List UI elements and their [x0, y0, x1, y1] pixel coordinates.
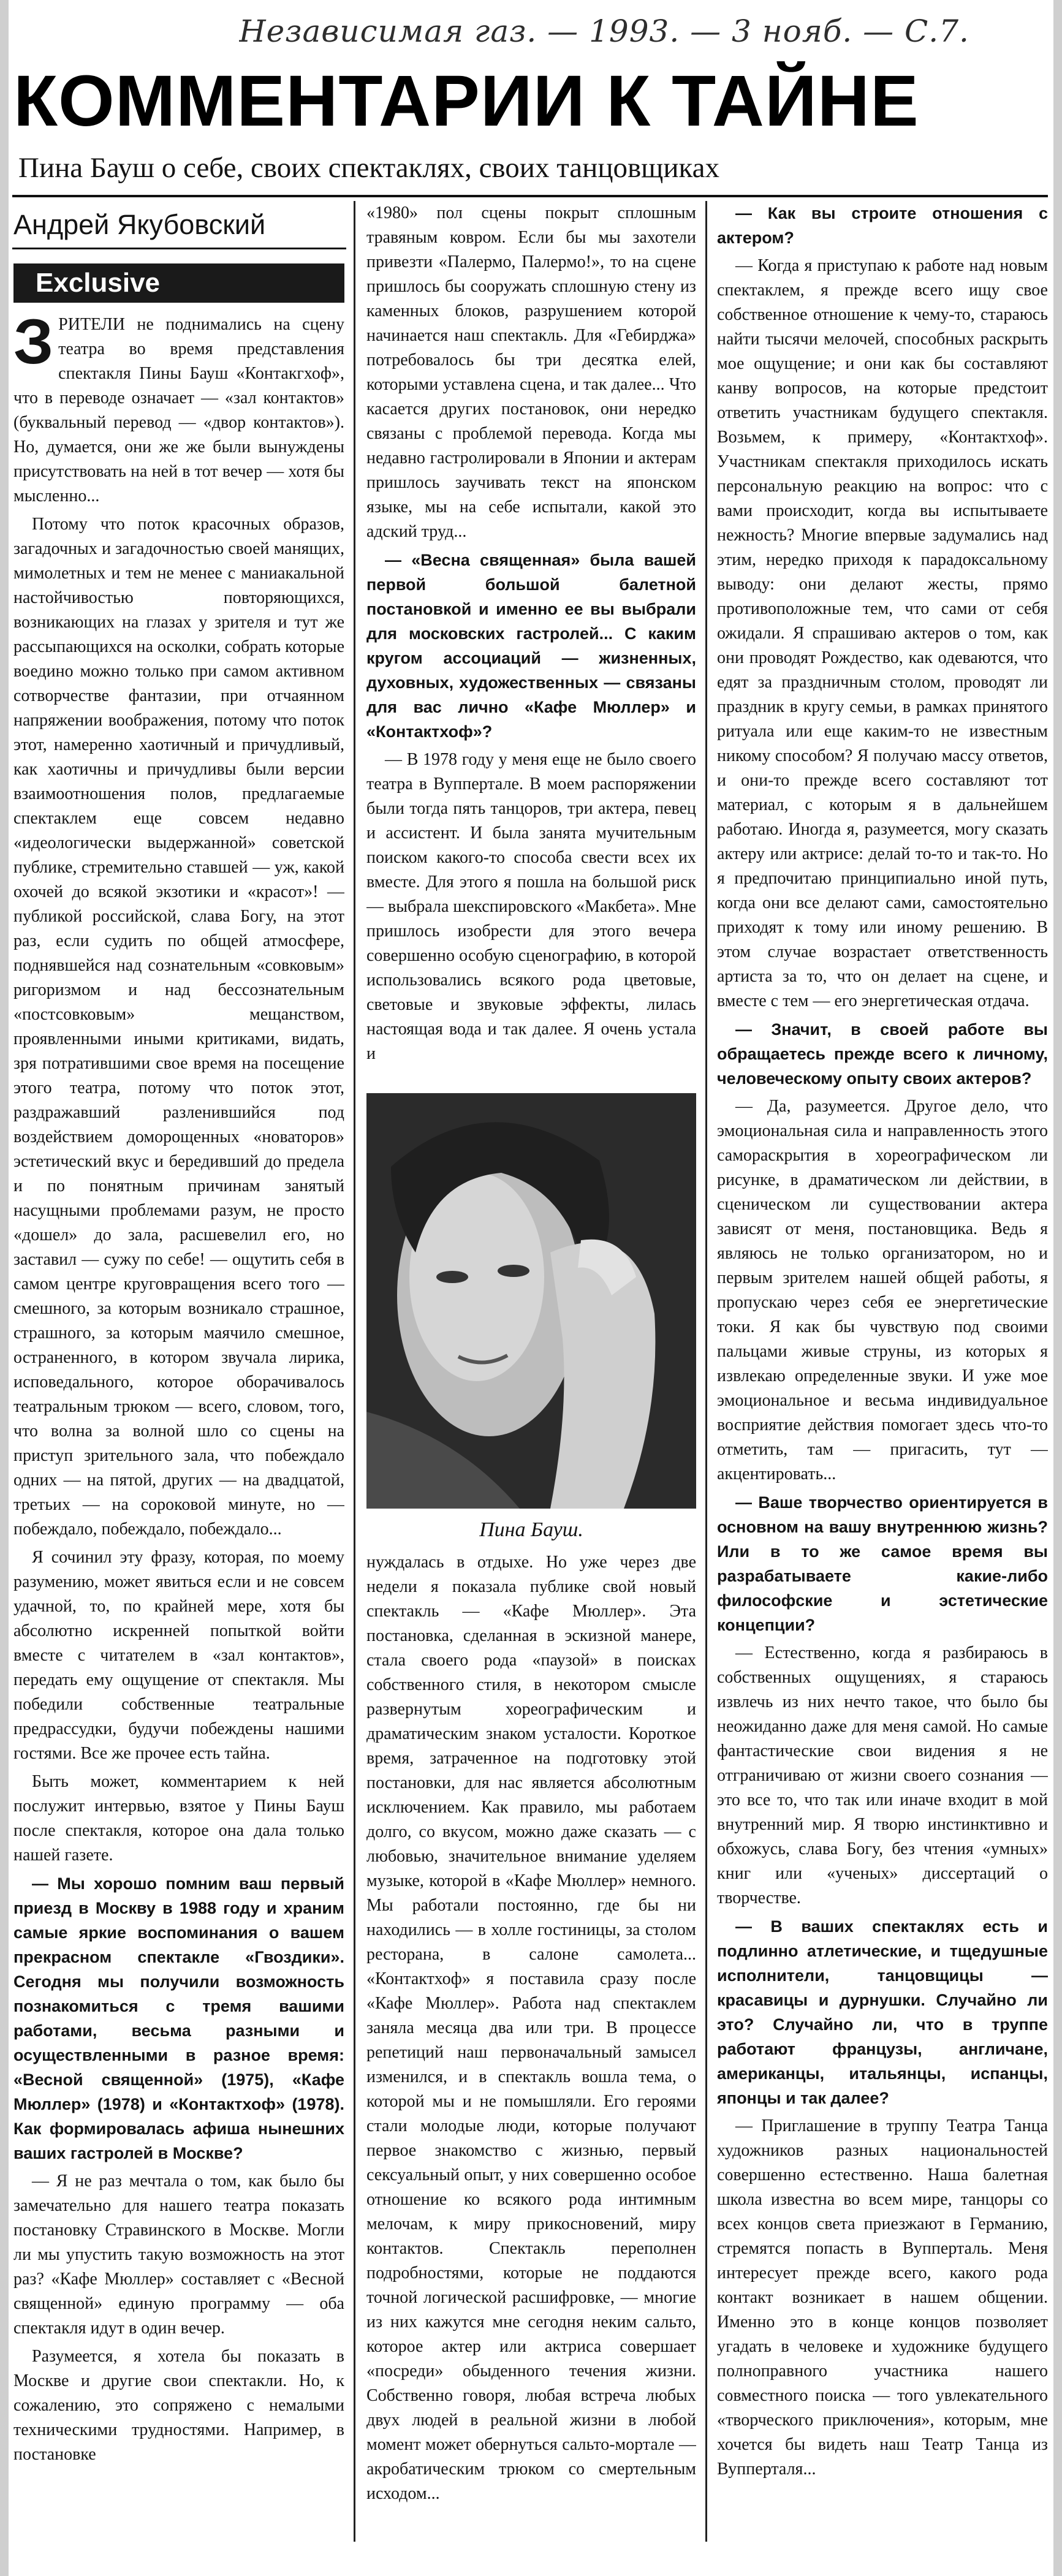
interview-question: — «Весна священная» была вашей первой большой балетной постановкой и именно ее вы выбрали для московских гастролей... С каким кругом ассоциаций — жизненных, духовных, художественных — связаны для вас лично «Кафе Мюллер» и «Контактхоф»? — [366, 551, 696, 741]
paragraph: Потому что поток красочных образов, загадочных и загадочностью своей манящих, мимолетных и тем не менее с маниакальной настойчивостью повторяющихся, возникающих на глазах у зрителя и тут же рассыпающихся на осколки, собрать которые воедино можно только при самом активном сотворчестве фантазии, при отчаянном напряжении воображения, потому что поток этот, намеренно хаотичный и причудливый, как хаотичны и причудливы были версии взаимоотношения полов, предлагаемые спектаклем еще совсем недавно «идеологически выдержанной» советской публике, стремительно ставшей — уж, какой охочей до всякой экзотики и «красот»! — публикой российской, слава Богу, на этот раз, если судить по общей атмосфере, поднявшейся над сознательным «совковым» ригоризмом и над бессознательным «постсовковым» мещанством, проявленными иными критиками, видать, зря потратившими свое время на посещение этого театра, потому что поток этот, раздражавший разленившийся под воздействием доморощенных «новаторов» эстетический вкус и бередивший до предела и по понятным причинам занятый насущными проблемами разум, не просто «дошел» до зала, расшевелил его, но заставил — сужу по себе! — ощутить себя в самом центре круговращения всего того — смешного, за которым возникало страшное, страшного, за которым маячило смешное, остраненного, в котором звучала лирика, исповедального, которое оборачивалось театральным трюком — всего, словом, того, что волна за волной шло со сцены на приступ зрительного зала, что побеждало одних — на пятой, других — на двадцатой, третьих — на сороковой минуте, но — побеждало, побеждало, побеждало... — [13, 515, 344, 1539]
handwritten-source-note: Независимая газ. — 1993. — 3 нояб. — С.7. — [239, 13, 969, 49]
column-2-top — [366, 201, 696, 1087]
paragraph: — Я не раз мечтала о том, как было бы замечательно для нашего театра показать постановку Стравинского в Москве. Могли ли мы упустить такую возможность на этот раз? «Кафе Мюллер» составляет с «Весной священной» единую программу — оба спектакля идут в один вечер. — [13, 2172, 344, 2338]
article-headline: КОММЕНТАРИИ К ТАЙНЕ — [13, 61, 919, 141]
portrait-photo — [366, 1093, 696, 1509]
interview-question: — Ваше творчество ориентируется в основном на вашу внутреннюю жизнь? Или в то же самое время вы разрабатываете какие-либо философские и эстетические концепции? — [717, 1493, 1048, 1634]
paragraph: Разумеется, я хотела бы показать в Москве и другие свои спектакли. Но, к сожалению, это сопряжено с немалыми техническими трудностями. Например, в постановке — [13, 2347, 344, 2464]
column-1 — [13, 313, 344, 2555]
paragraph: Быть может, комментарием к ней послужит интервью, взятое у Пины Бауш после спектакля, которое она дала только нашей газете. — [13, 1772, 344, 1865]
paragraph: — Приглашение в труппу Театра Танца художников разных национальностей совершенно естественно. Наша балетная школа известна во всем мире, танцоры со всех концов света приезжают в Германию, стремятся попасть в Вупперталь. Меня интересует прежде всего, какого рода контакт возникает в нашем общении. Именно это в конце концов позволяет угадать в человеке и художнике будущего полноправного участника нашего совместного поиска — того увлекательного «творческого приключения», которым, мне хочется бы видеть наш Театр Танца из Вупперталя... — [717, 2116, 1048, 2479]
photo-caption: Пина Бауш. — [479, 1518, 583, 1541]
header-rule — [12, 195, 1048, 197]
portrait-illustration — [366, 1093, 696, 1509]
paragraph: нуждалась в отдыхе. Но уже через две недели я показала публике свой новый спектакль — «Кафе Мюллер». Эта постановка, сделанная в эскизной манере, стала своего рода «паузой» в поисках собственного стиля, в некотором смысле развернутым хореографическим и драматическим знаком усталости. Короткое время, затраченное на подготовку этой постановки, для нас является абсолютным исключением. Как правило, мы работаем долго, со вкусом, можно даже сказать — с любовью, значительное внимание уделяем музыке, которой в «Кафе Мюллер» немного. Мы работали постоянно, где бы ни находились — в холле гостиницы, за столом ресторана, в салоне самолета... «Контактхоф» я поставила сразу после «Кафе Мюллер». Работа над спектаклем заняла месяца два или три. В процессе репетиций наш первоначальный замысел изменился, и в спектакль вошла тема, о которой мы и не помышляли. Его героями стали молодые люди, которые получают первое знакомство с жизнью, первый сексуальный опыт, у них совершенно особое отношение ко всякого рода интимным мелочам, к миру прикосновений, миру контактов. Спектакль переполнен подробностями, которые не поддаются точной логической расшифровке, — многие из них кажутся мне сегодня неким сальто, которое актер или актриса совершает «посреди» обыденного течения жизни. Собственно говоря, любая встреча любых двух людей в реальной жизни в любой момент может обернуться сальто-мортале — акробатическим трюком со смертельным исходом... — [366, 1553, 696, 2503]
rubric-badge: Exclusive — [13, 263, 344, 303]
author-byline: Андрей Якубовский — [13, 209, 266, 240]
paragraph: — В 1978 году у меня еще не было своего театра в Вуппертале. В моем распоряжении были тогда пять танцоров, три актера, певец и ассистент. И была занята мучительным поиском какого-то способа свести всех их вместе. Для этого я пошла на большой риск — выбрала шекспировского «Макбета». Мне пришлось изобрести для этого вечера совершенно особую сценографию, в которой использовались всякого рода цветовые, световые и звуковые эффекты, лилась настоящая вода и так далее. Я очень устала и — [366, 750, 696, 1063]
column-divider-2 — [705, 201, 707, 2542]
column-2-bottom — [366, 1550, 696, 2555]
column-divider-1 — [354, 201, 355, 2542]
byline-rule — [12, 248, 346, 249]
scan-edge-right — [1053, 0, 1062, 2576]
lead-paragraph: ЗРИТЕЛИ не поднимались на сцену театра во время представления спектакля Пины Бауш «Контакгхоф», что в переводе означает — «зал контактов» (буквальный перевод — «двор контактов»). Но, думается, они же же были вынуждены присутствовать на ней в тот вечер — хотя бы мысленно... — [13, 313, 344, 506]
interview-question: — Значит, в своей работе вы обращаетесь прежде всего к личному, человеческому опыту своих актеров? — [717, 1020, 1048, 1088]
paragraph: — Да, разумеется. Другое дело, что эмоциональная сила и направленность этого самораскрытия в хореографическом ли рисунке, в драматическом ли действии, в сценическом ли существовании актера зависят от меня, постановщика. Ведь я являюсь не только организатором, но и первым зрителем нашей общей работы, я пропускаю через себя ее энергетические токи. Я как бы чувствую под своими пальцами живые струны, из которых я извлекаю определенные звуки. И уже мое эмоциональное и весьма индивидуальное восприятие действия помогает здесь что-то отметить, там — пригасить, тут — акцентировать... — [717, 1097, 1048, 1483]
drop-cap: З — [13, 313, 54, 377]
paragraph: — Когда я приступаю к работе над новым спектаклем, я прежде всего ищу свое собственное отношение к чему-то, стараюсь найти тысячи мелочей, способных раскрыть мое ощущение; и они как бы составляют канву вопросов, на которые предстоит ответить участникам будущего спектакля. Возьмем, к примеру, «Контактхоф». Участникам спектакля приходилось искать персональную реакцию на вопрос: что с вами происходит, когда вы испытываете нежность? Многие впервые задумались над этим, нередко приходя к парадоксальному выводу: они делают жесты, прямо противоположные тем, что сами от себя ожидали. Я спрашиваю актеров о том, как они проводят Рождество, как одеваются, что едят за праздничным столом, проводят ли праздник в кругу семьи, в рамках принятого ритуала или еще каким-то не известным никому способом? Я получаю массу ответов, и они-то прежде всего составляют тот материал, с которым я в дальнейшем работаю. Иногда я, разумеется, могу сказать актеру или актрисе: делай то-то и так-то. Но я предпочитаю принципиально иной путь, когда они все делают сами, самостоятельно приходят к тому или иному решению. В этом случае возрастает ответственность артиста за то, что он делает на сцене, и вместе с тем — его энергетическая отдача. — [717, 256, 1048, 1010]
paragraph: Я сочинил эту фразу, которая, по моему разумению, может явиться если и не совсем удачной, то, по крайней мере, хотя бы абсолютно искренней попыткой войти вместе с читателем в «зал контактов», передать ему ощущение от спектакля. Мы победили собственные театральные предрассудки, будучи побеждены нашими гостями. Все же прочее есть тайна. — [13, 1548, 344, 1763]
interview-question: — Как вы строите отношения с актером? — [717, 204, 1048, 247]
paragraph: — Естественно, когда я разбираюсь в собственных ощущениях, я стараюсь извлечь из них нечто такое, что было бы неожиданно даже для меня самой. Но самые фантастические свои видения я не отграничиваю от жизни своего сознания — это все то, что так или иначе входит в мой внутренний мир. Я творю инстинктивно и обхожусь, слава Богу, без чтения «умных» книг или «ученых» диссертаций о творчестве. — [717, 1643, 1048, 1907]
column-3 — [717, 201, 1048, 2554]
interview-question: — В ваших спектаклях есть и подлинно атлетические, и тщедушные исполнители, танцовщицы — красавицы и дурнушки. Случайно ли это? Случайно ли, что в труппе работают французы, англичане, американцы, итальянцы, испанцы, японцы и так далее? — [717, 1917, 1048, 2107]
article-subtitle: Пина Бауш о себе, своих спектаклях, своих танцовщиках — [18, 152, 719, 184]
interview-question: — Мы хорошо помним ваш первый приезд в Москву в 1988 году и храним самые яркие воспоминания о вашем прекрасном спектакле «Гвоздики». Сегодня мы получили возможность познакомиться с тремя вашими работами, весьма разными и осуществленными в разное время: «Весной священной» (1975), «Кафе Мюллер» (1978) и «Контактхоф» (1978). Как формировалась афиша нынешних ваших гастролей в Москве? — [13, 1874, 344, 2162]
paragraph: «1980» пол сцены покрыт сплошным травяным ковром. Если бы мы захотели привезти «Палермо, Палермо!», то на сцене пришлось бы сооружать сплошную стену из каменных блоков, разрушением которой начинается наш спектакль. Для «Гебирджа» потребовалось бы три десятка елей, которыми уставлена сцена, и так далее... Что касается других постановок, они нередко связаны с проблемой перевода. Когда мы недавно гастролировали в Японии и актерам пришлось заучивать текст на японском языке, мы на себе испытали, какой это адский труд... — [366, 203, 696, 541]
scan-edge-left — [0, 0, 9, 2576]
